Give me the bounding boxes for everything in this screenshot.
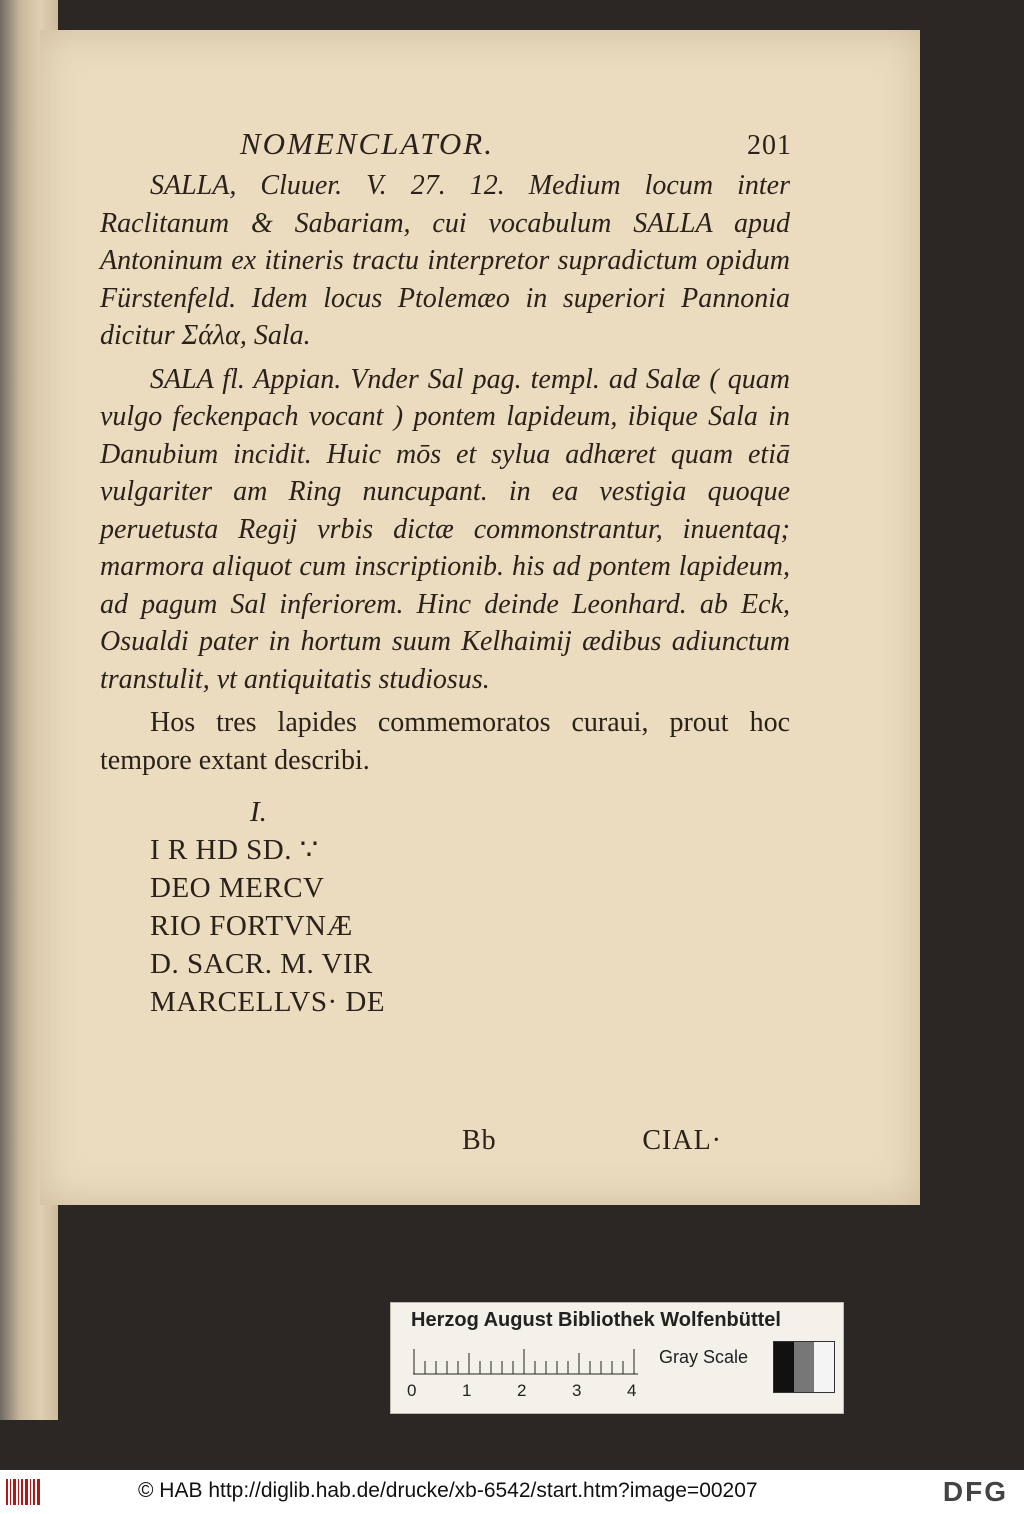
dfg-logo: DFG	[942, 1476, 1008, 1507]
ruler-tick-label: 0	[407, 1381, 417, 1400]
running-head	[100, 115, 790, 167]
inscription	[100, 793, 790, 1021]
gray-swatches	[773, 1341, 835, 1393]
inscription-numeral: I.	[250, 796, 267, 828]
color-target	[390, 1302, 844, 1414]
paragraph-salla: SALLA, Cluuer. V. 27. 12. Medium locum inter Raclitanum & Sabariam, cui vocabulum SALLA apud Antoninum ex itineris tractu interpretor supradictum opidum Fürstenfeld. Idem locus Ptolemæo in superiori Pannonia dicitur Σάλα, Sala.	[100, 170, 790, 351]
inscription-line: D. SACR. M. VIR	[150, 948, 373, 980]
catchword: CIAL·	[642, 1125, 722, 1156]
viewer-footer	[0, 1470, 1024, 1514]
inscription-line: DEO MERCV	[150, 872, 325, 904]
page-text-block	[100, 115, 790, 1021]
target-label: Herzog August Bibliothek Wolfenbüttel	[411, 1309, 781, 1331]
ruler-icon	[413, 1349, 638, 1375]
paragraph-sala: SALA fl. Appian. Vnder Sal pag. templ. ad Salæ ( quam vulgo feckenpach vocant ) pontem lapideum, ibique Sala in Danubium incidit. Huic mōs et sylua adhæret quam etiā vulgariter am Ring nuncupant. in ea vestigia quoque peruetusta Regij vrbis dictæ commonstrantur, inuentaq; marmora aliquot cum inscriptionib. his ad pontem lapideum, ad pagum Sal inferiorem. Hinc deinde Leonhard. ab Eck, Osualdi pater in hortum suum Kelhaimij ædibus adiunctum transtulit, vt antiquitatis studiosus.	[100, 363, 790, 695]
ruler-tick-label: 2	[517, 1381, 527, 1400]
signature-mark: Bb	[462, 1125, 497, 1156]
ruler-tick-label: 4	[627, 1381, 637, 1400]
gray-swatch-light	[814, 1342, 834, 1392]
inscription-line: MARCELLVS· DE	[150, 986, 386, 1018]
ruler-tick-label: 1	[462, 1381, 472, 1400]
gray-scale-label: Gray Scale	[659, 1347, 749, 1367]
running-head-title: NOMENCLATOR.	[240, 126, 494, 161]
barcode-icon	[6, 1479, 40, 1505]
paragraph-lapides: Hos tres lapides commemoratos curaui, prout hoc tempore extant describi.	[100, 707, 790, 776]
ruler-tick-label: 3	[572, 1381, 582, 1400]
copyright-link[interactable]: © HAB http://diglib.hab.de/drucke/xb-6542/start.htm?image=00207	[138, 1479, 758, 1502]
page-number: 201	[747, 130, 792, 161]
inscription-line: I R HD SD. ∵	[150, 834, 319, 866]
book-page	[40, 30, 920, 1205]
gray-swatch-dark	[774, 1342, 794, 1392]
inscription-line: RIO FORTVNÆ	[150, 910, 353, 942]
gray-swatch-mid	[794, 1342, 814, 1392]
